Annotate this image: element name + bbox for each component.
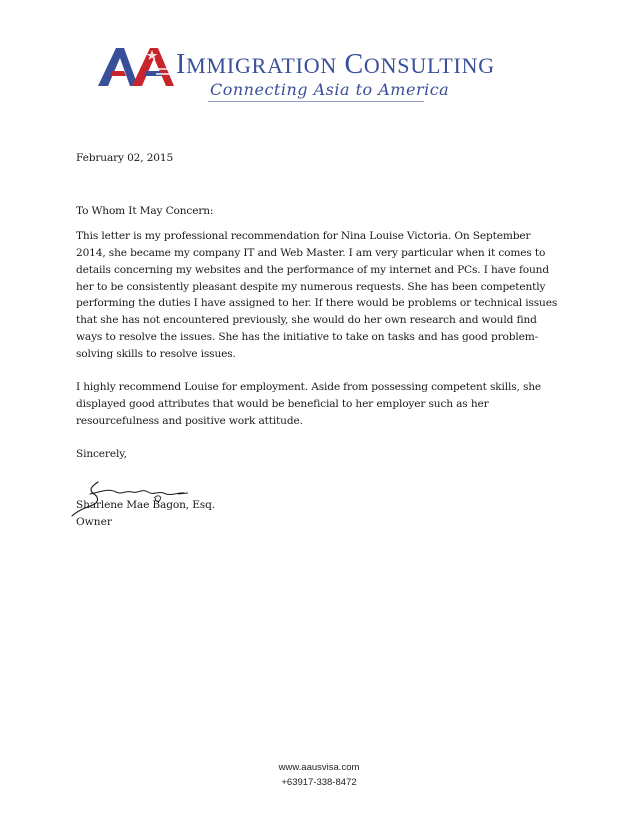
footer-phone: +63917-338-8472	[281, 777, 357, 788]
letter-date: February 02, 2015	[76, 152, 174, 164]
company-tagline: Connecting Asia to America	[210, 80, 450, 99]
letter-paragraph-2: I highly recommend Louise for employment. Aside from possessing competent skills, she displayed good attributes that would be beneficial to her employer such as her resourcefulness and positive work attitude.	[76, 381, 542, 427]
company-name-rest-1: MMIGRATION	[186, 53, 338, 78]
letter-closing: Sincerely,	[76, 447, 127, 460]
company-name-rest-2: ONSULTING	[363, 53, 495, 78]
company-name-initial-2: C	[344, 49, 364, 80]
company-logo-icon	[96, 46, 178, 88]
letter-salutation: To Whom It May Concern:	[76, 204, 214, 217]
tagline-underline	[208, 101, 424, 102]
letter-paragraph-1: This letter is my professional recommendation for Nina Louise Victoria. On September 2014, she became my company IT and Web Master. I am very particular when it comes to details concerning my websites and the performance of my internet and PCs. I have found her to be consistently pleasant despite my numerous requests. She has been competently performing the duties I have assigned to her. If there would be problems or technical issues that she has not encountered previously, she would do her own research and would find ways to resolve the issues. She has the initiative to take on tasks and has good problem-solving skills to resolve issues.	[76, 229, 558, 361]
signatory-title: Owner	[76, 516, 112, 528]
company-name-initial-1: I	[176, 49, 187, 80]
letter-body	[76, 150, 561, 463]
letterhead	[96, 44, 546, 106]
company-name	[176, 50, 495, 81]
footer	[0, 760, 638, 790]
footer-website[interactable]: www.aausvisa.com	[278, 762, 360, 773]
signatory-name: Sharlene Mae Bagon, Esq.	[76, 499, 215, 511]
